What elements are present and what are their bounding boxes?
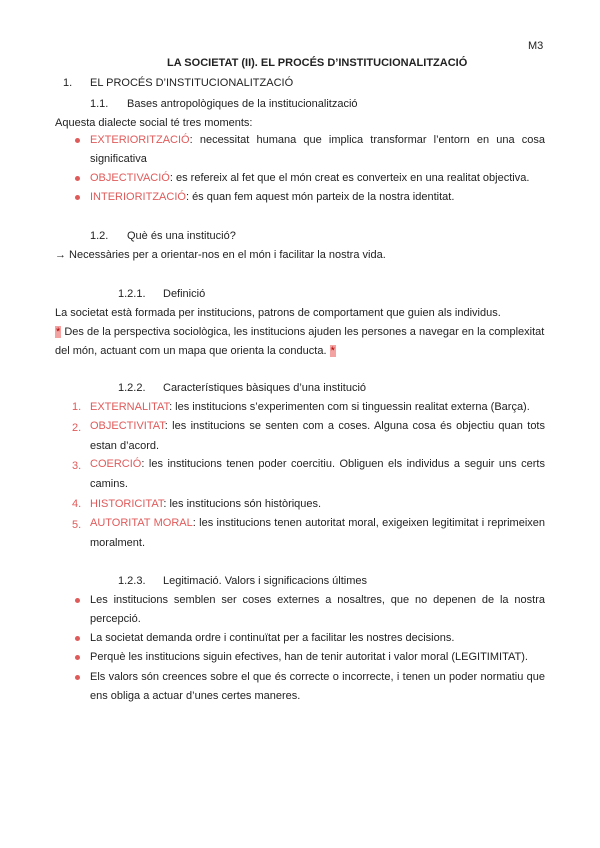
definition: : és quan fem aquest món parteix de la nostra identitat.: [185, 191, 455, 203]
section-number: 1.: [63, 77, 73, 89]
definition: : es refereix al fet que el món creat es converteix en una realitat objectiva.: [169, 172, 530, 184]
comment-marker[interactable]: *: [56, 326, 61, 338]
definition-text-part: Des de la perspectiva sociològica, les institucions ajuden les persones a navegar en la complexitat: [61, 326, 545, 338]
definition: : necessitat humana que implica transformar l’entorn en una cosa: [189, 134, 545, 146]
definition: : les institucions se senten com a coses. Alguna cosa és objectiu quan tots: [164, 420, 545, 432]
list-text-cont: ens obliga a actuar d’unes certes maneres.: [90, 690, 301, 702]
list-item: [90, 591, 545, 610]
bullet-icon: [75, 675, 80, 680]
list-item: [90, 455, 545, 474]
definition-cont: camins.: [90, 478, 128, 490]
term: EXTERNALITAT: [90, 401, 170, 413]
list-item: [90, 668, 545, 687]
list-number: 3.: [72, 460, 82, 472]
list-item: [90, 170, 529, 186]
bullet-icon: [75, 655, 80, 660]
subsection-heading: Definició: [163, 288, 206, 300]
list-item: [90, 399, 530, 415]
bullet-icon: [75, 138, 80, 143]
bullet-icon: [75, 636, 80, 641]
intro-text: Aquesta dialecte social té tres moments:: [55, 117, 253, 129]
definition: : les institucions s’experimenten com si tinguessin realitat externa (Barça).: [169, 401, 530, 413]
definition-text: [55, 324, 544, 340]
section-heading: EL PROCÉS D’INSTITUCIONALITZACIÓ: [90, 77, 294, 89]
list-item: [90, 417, 545, 436]
term: HISTORICITAT: [90, 498, 164, 510]
comment-marker[interactable]: *: [330, 345, 335, 357]
term: AUTORITAT MORAL: [90, 517, 193, 529]
bullet-icon: [75, 176, 80, 181]
term: EXTERIORITZACIÓ: [90, 134, 190, 146]
subsection-number: 1.1.: [90, 98, 109, 110]
term: COERCIÓ: [90, 458, 142, 470]
term: OBJECTIVACIÓ: [90, 172, 170, 184]
subsection-heading: Què és una institució?: [127, 230, 236, 242]
bullet-icon: [75, 195, 80, 200]
list-item: [90, 131, 545, 150]
definition-cont: moralment.: [90, 537, 146, 549]
list-item: [90, 514, 545, 533]
list-number: 2.: [72, 422, 82, 434]
subsection-heading: Legitimació. Valors i significacions últimes: [163, 575, 367, 587]
term: INTERIORITZACIÓ: [90, 191, 186, 203]
subsection-number: 1.2.2.: [118, 382, 146, 394]
bullet-icon: [75, 598, 80, 603]
subsection-number: 1.2.3.: [118, 575, 146, 587]
subsection-number: 1.2.: [90, 230, 109, 242]
list-text: Les institucions semblen ser coses externes a nosaltres, que no depenen de la nostra: [90, 594, 545, 606]
term: OBJECTIVITAT: [90, 420, 165, 432]
list-item: [90, 189, 454, 205]
subsection-heading: Bases antropològiques de la institucionalització: [127, 98, 358, 110]
list-item: La societat demanda ordre i continuïtat per a facilitar les nostres decisions.: [90, 632, 455, 644]
page-label: M3: [528, 40, 544, 52]
list-item: Perquè les institucions siguin efectives, han de tenir autoritat i valor moral (LEGITIMITAT).: [90, 651, 528, 663]
definition: : les institucions són històriques.: [163, 498, 322, 510]
definition-text: [55, 343, 336, 359]
subsection-number: 1.2.1.: [118, 288, 146, 300]
arrow-note: → Necessàries per a orientar-nos en el món i facilitar la nostra vida.: [55, 249, 386, 261]
list-item: [90, 496, 321, 512]
definition: : les institucions tenen autoritat moral, exigeixen legitimitat i reprimeixen: [192, 517, 546, 529]
definition-text-part: del món, actuant com un mapa que orienta la conducta.: [55, 345, 327, 357]
list-text: Els valors són creences sobre el que és correcte o incorrecte, i tenen un poder normatiu que: [90, 671, 545, 683]
definition-cont: estan d’acord.: [90, 440, 160, 452]
subsection-heading: Característiques bàsiques d’una institució: [163, 382, 367, 394]
list-number: 1.: [72, 401, 82, 413]
list-number: 4.: [72, 498, 82, 510]
definition: : les institucions tenen poder coercitiu. Obliguen els individus a seguir uns certs: [141, 458, 545, 470]
list-text-cont: percepció.: [90, 613, 141, 625]
list-number: 5.: [72, 519, 82, 531]
definition-cont: significativa: [90, 153, 147, 165]
page-title: LA SOCIETAT (II). EL PROCÉS D’INSTITUCIONALITZACIÓ: [167, 57, 468, 69]
definition-text: La societat està formada per institucions, patrons de comportament que guien als individus.: [55, 307, 501, 319]
